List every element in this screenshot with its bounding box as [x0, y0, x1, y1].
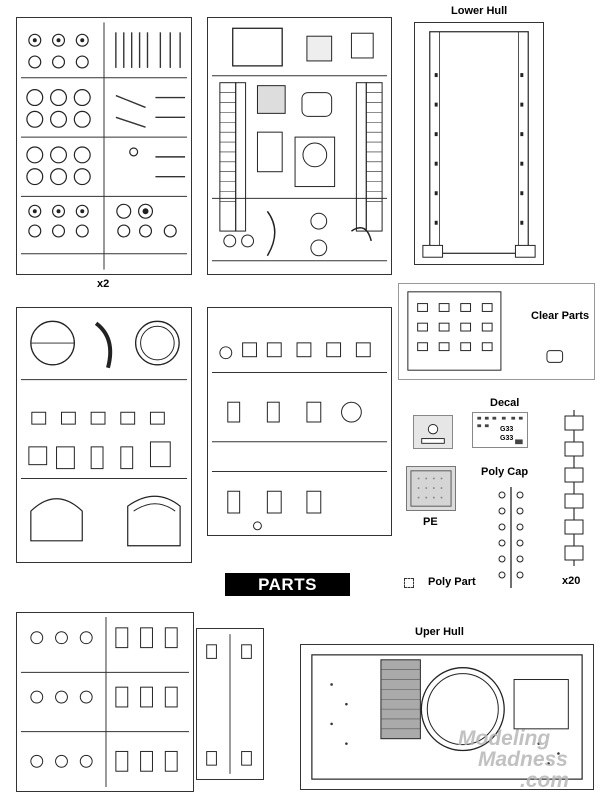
sprue-bottom-small-drawing — [197, 629, 263, 779]
lower-hull-part — [414, 22, 544, 265]
x2-label: x2 — [97, 278, 110, 290]
sprue-tracks-drawing — [208, 18, 391, 274]
pe-fret-large — [406, 466, 456, 511]
decal-code-2: G33 — [500, 435, 514, 442]
poly-part-square-icon — [404, 578, 414, 588]
pe-fret-small — [413, 415, 453, 449]
pe-fret-large-drawing — [407, 467, 455, 510]
pe-label: PE — [423, 516, 438, 528]
clear-parts-drawing — [399, 284, 594, 379]
decal-sheet — [472, 412, 528, 448]
watermark-line2: Madness — [478, 748, 568, 771]
sprue-bottom-left-drawing — [17, 613, 193, 791]
poly-cap-label: Poly Cap — [481, 466, 529, 478]
decal-code-1: G33 — [500, 426, 514, 433]
sprue-turret-drawing — [17, 308, 191, 562]
sprue-bottom-left — [16, 612, 194, 792]
poly-cap-sprue — [496, 485, 526, 590]
clear-parts-sprue — [398, 283, 595, 380]
sprue-turret — [16, 307, 192, 563]
track-link-sprue — [560, 408, 588, 568]
x20-label: x20 — [562, 575, 581, 587]
sprue-details-drawing — [208, 308, 391, 535]
poly-part-label: Poly Part — [428, 576, 476, 588]
sprue-wheels — [16, 17, 192, 275]
sprue-details — [207, 307, 392, 536]
sprue-tracks — [207, 17, 392, 275]
upper-hull-label: Uper Hull — [415, 626, 464, 638]
watermark-line1: Modeling — [458, 727, 551, 750]
sprue-wheels-drawing — [17, 18, 191, 274]
lower-hull-label: Lower Hull — [451, 5, 508, 17]
decal-label: Decal — [490, 397, 520, 409]
lower-hull-drawing — [415, 23, 543, 264]
clear-parts-label: Clear Parts — [531, 310, 590, 322]
sprue-bottom-small — [196, 628, 264, 780]
pe-fret-small-drawing — [414, 416, 452, 448]
watermark-line3: .com — [520, 769, 570, 792]
parts-title-banner: PARTS — [225, 573, 350, 596]
